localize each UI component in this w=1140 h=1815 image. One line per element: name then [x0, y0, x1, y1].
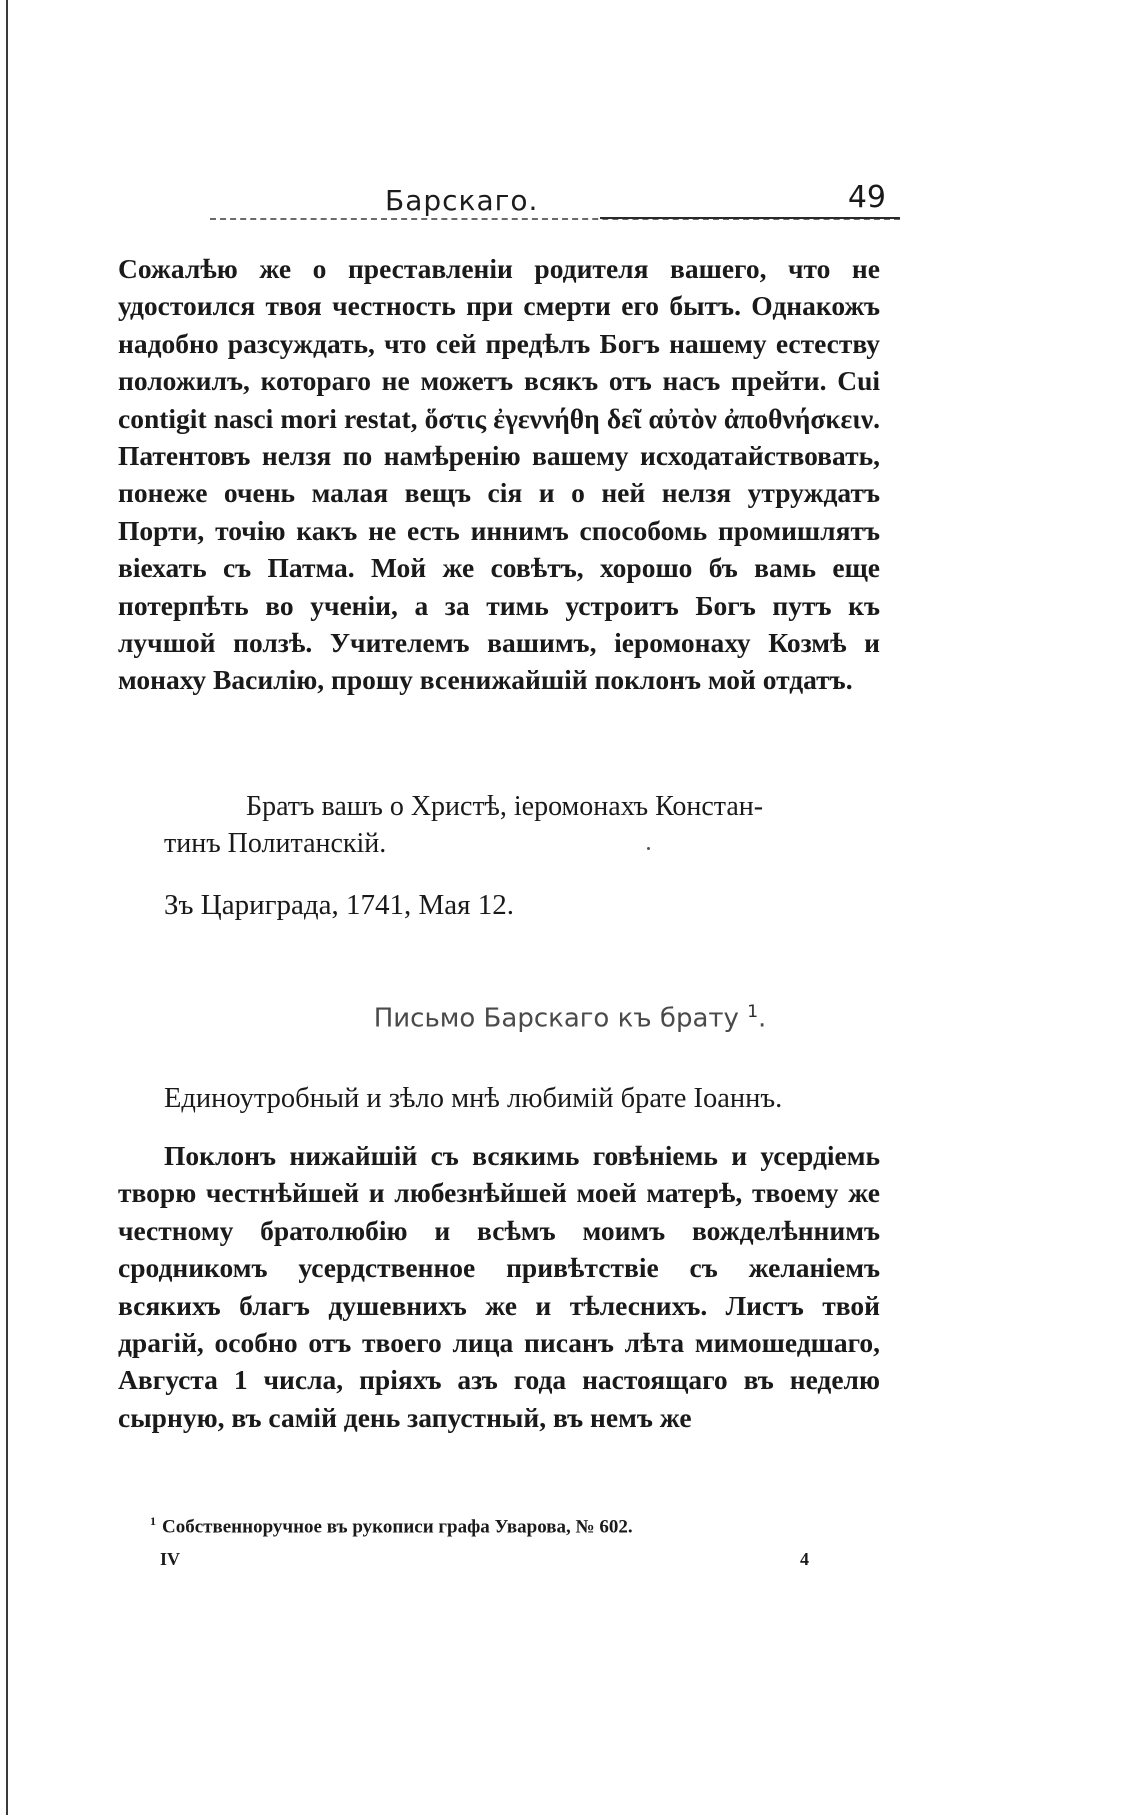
letter-heading-period: . — [758, 1003, 767, 1034]
signature-line-1: Братъ вашъ о Христѣ, іеромонахъ Констан- — [246, 791, 764, 822]
letter-signature — [118, 788, 880, 862]
printer-signature-mark-right: 4 — [800, 1549, 809, 1569]
footnote — [150, 1514, 633, 1538]
body-paragraph-1 — [118, 250, 880, 699]
salutation: Единоутробный и зѣло мнѣ любимій брате Іоаннъ. — [164, 1083, 783, 1114]
header-rule-solid — [600, 217, 900, 219]
page-edge-shadow — [6, 0, 8, 1815]
body-paragraph-2 — [118, 1137, 880, 1436]
running-head — [210, 160, 900, 220]
running-title: Барскаго. — [385, 184, 539, 217]
signature-line-2: тинъ Политанскій. — [164, 828, 387, 859]
paragraph-text: Поклонъ нижайшій съ всякимь говѣніемь и усердіемь творю честнѣйшей и любезнѣйшей моей матерѣ, твоему же честному братолюбію и всѣмъ моимъ вожделѣннимъ сродникомъ усердственное привѣтствіе съ желаніемъ всякихъ благъ душевнихъ же и тѣлеснихъ. Листъ твой драгій, особно отъ твоего лица писанъ лѣта мимошедшаго, Августа 1 числа, пріяхъ азъ года настоящаго въ неделю сырную, въ самій день запустный, въ немъ же — [118, 1140, 880, 1433]
footnote-marker: 1 — [150, 1514, 156, 1528]
footnote-reference: 1 — [747, 1002, 759, 1022]
letter-heading-text: Письмо Барскаго къ брату — [373, 1003, 739, 1034]
dateline: Зъ Цариграда, 1741, Мая 12. — [164, 889, 514, 921]
printer-signature-mark-left: IV — [160, 1549, 181, 1569]
print-speck — [647, 847, 650, 850]
footnote-text: Собственноручное въ рукописи графа Уварова, № 602. — [162, 1516, 633, 1538]
letter-heading — [0, 1002, 1140, 1034]
paragraph-text: Сожалѣю же о преставленіи родителя вашего, что не удостоился твоя честность при смерти его бытъ. Однакожъ надобно разсуждать, что сей предѣлъ Богъ нашему естеству положилъ, котораго не можетъ всякъ отъ насъ прейти. Cui contigit nasci mori restat, ὅστις ἐγεννήθη δεῖ αὐτὸν ἀποθνήσκειν. Патентовъ нелзя по намѣренію вашему исходатайствовать, понеже очень малая вещъ сія и о ней нелзя утруждатъ Порти, точію какъ не есть иннимъ способомь промишлятъ віехать съ Патма. Мой же совѣтъ, хорошо бъ вамь еще потерпѣть во ученіи, а за тимь устроитъ Богъ путъ къ лучшой ползѣ. Учителемъ вашимъ, іеромонаху Козмѣ и монаху Василію, прошу всенижайшій поклонъ мой отдатъ. — [118, 253, 880, 696]
page-number: 49 — [847, 180, 886, 215]
